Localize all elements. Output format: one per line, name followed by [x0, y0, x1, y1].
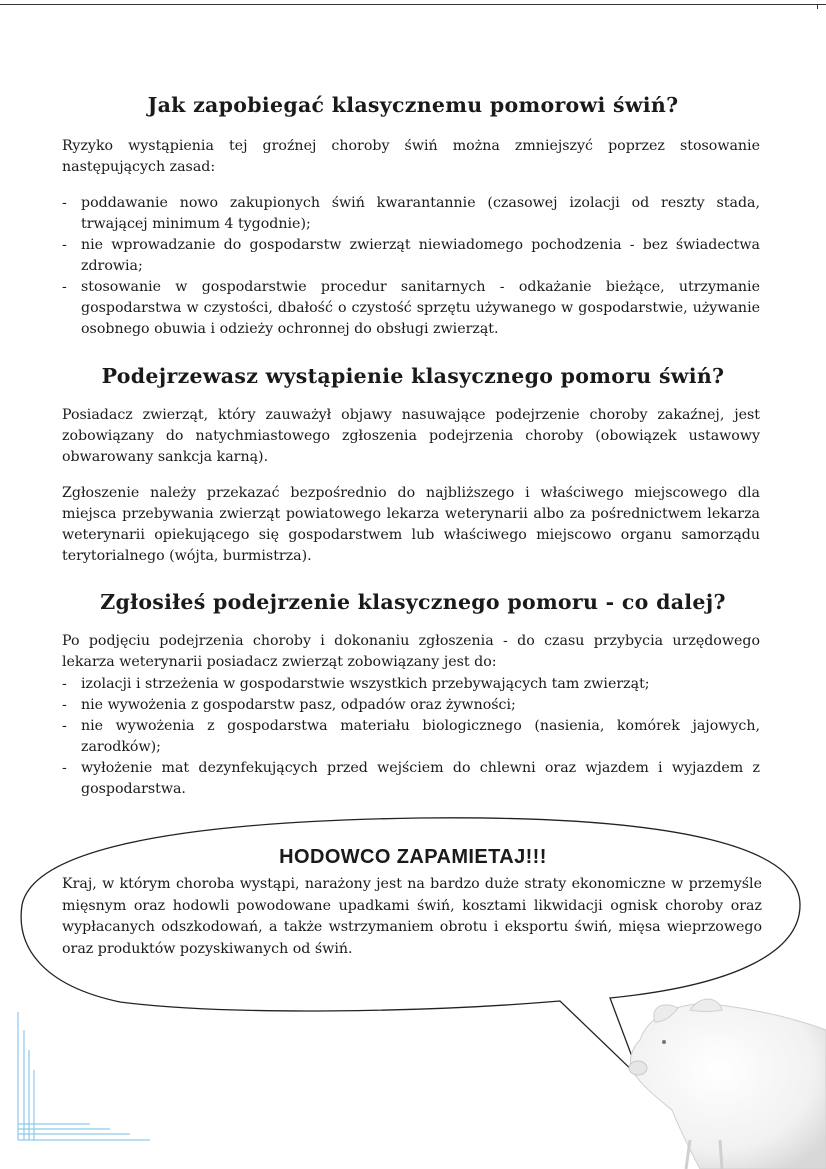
section3-intro: Po podjęciu podejrzenia choroby i dokonaniu zgłoszenia - do czasu przybycia urzędowego lekarza weterynarii posiadacz zwierząt zobowiązany jest do: — [62, 633, 760, 670]
list-item: - izolacji i strzeżenia w gospodarstwie wszystkich przebywających tam zwierząt; — [62, 674, 760, 695]
callout-text: Kraj, w którym choroba wystąpi, narażony jest na bardzo duże straty ekonomiczne w przemyśle mięsnym oraz hodowli powodowane upadkami świń, kosztami likwidacji ognisk choroby oraz wypłacanych odszkodowań, a także wstrzymaniem obrotu i eksportu świń, mięsa wieprzowego oraz produktów pozyskiwanych od świń. — [62, 876, 762, 957]
section3-title: Zgłosiłeś podejrzenie klasycznego pomoru - co dalej? — [100, 590, 726, 614]
callout-title: HODOWCO ZAPAMIETAJ!!! — [279, 846, 547, 868]
list-item: - stosowanie w gospodarstwie procedur sanitarnych - odkażanie bieżące, utrzymanie gospodarstwa w czystości, dbałość o czystość sprzętu używanego w gospodarstwie, używanie osobnego obuwia i odzieży ochronnej do obsługi zwierząt. — [62, 277, 760, 340]
list-item: - poddawanie nowo zakupionych świń kwarantannie (czasowej izolacji od reszty stada, trwającej minimum 4 tygodnie); — [62, 193, 760, 235]
list-item: - nie wprowadzanie do gospodarstw zwierząt niewiadomego pochodzenia - bez świadectwa zdrowia; — [62, 235, 760, 277]
section2-title: Podejrzewasz wystąpienie klasycznego pomoru świń? — [101, 364, 725, 388]
section1-title: Jak zapobiegać klasycznemu pomorowi świń? — [147, 93, 679, 117]
list-item: - nie wywożenia z gospodarstw pasz, odpadów oraz żywności; — [62, 695, 760, 716]
section1-intro: Ryzyko wystąpienia tej groźnej choroby świń można zmniejszyć poprzez stosowanie następujących zasad: — [62, 138, 760, 175]
section2-para1: Posiadacz zwierząt, który zauważył objawy nasuwające podejrzenie choroby zakaźnej, jest zobowiązany do natychmiastowego zgłoszenia podejrzenia choroby (obowiązek ustawowy obwarowany sankcja karną). — [62, 407, 760, 465]
section2-para2: Zgłoszenie należy przekazać bezpośrednio do najbliższego i właściwego miejscowego dla miejsca przebywania zwierząt powiatowego lekarza weterynarii albo za pośrednictwem lekarza weterynarii opiekującego się gospodarstwem lub właściwego miejscowo organu samorządu terytorialnego (wójta, burmistrza). — [62, 485, 760, 564]
list-item: - nie wywożenia z gospodarstwa materiału biologicznego (nasienia, komórek jajowych, zarodków); — [62, 716, 760, 758]
list-item: - wyłożenie mat dezynfekujących przed wejściem do chlewni oraz wjazdem i wyjazdem z gospodarstwa. — [62, 758, 760, 800]
